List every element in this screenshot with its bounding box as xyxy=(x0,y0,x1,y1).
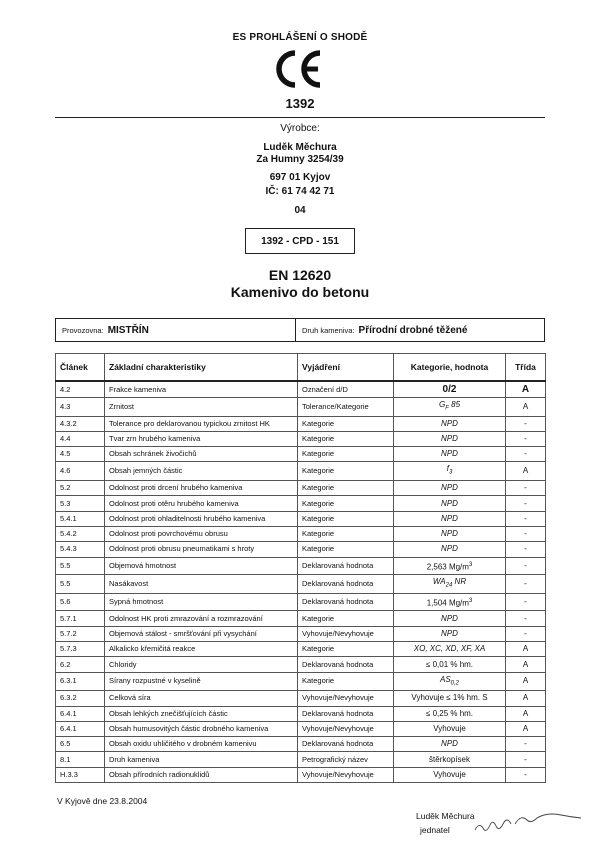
cell-clause: 6.5 xyxy=(56,737,105,752)
cell-clause: 4.6 xyxy=(56,462,105,481)
cell-clause: 6.4.1 xyxy=(56,721,105,736)
table-row xyxy=(56,657,546,672)
cell-class: - xyxy=(506,511,546,526)
cell-value: NPD xyxy=(394,481,506,496)
table-row xyxy=(56,706,546,721)
cell-expression: Petrografický název xyxy=(298,752,394,767)
producer-street: Za Humny 3254/39 xyxy=(256,154,344,165)
handwritten-signature xyxy=(455,810,590,840)
cell-characteristic: Odolnost proti drcení hrubého kameniva xyxy=(105,481,298,496)
cell-clause: 6.4.1 xyxy=(56,706,105,721)
cell-characteristic: Odolnost proti otěru hrubého kameniva xyxy=(105,496,298,511)
cell-value: $WA_{24}$ NR xyxy=(394,575,506,594)
cell-value: Vyhovuje xyxy=(394,721,506,736)
plant-cell xyxy=(56,319,296,341)
cell-value: NPD xyxy=(394,447,506,462)
producer-company-id: IČ: 61 74 42 71 xyxy=(265,186,335,197)
certificate-box: 1392 - CPD - 151 xyxy=(245,228,355,254)
cell-class: - xyxy=(506,431,546,446)
cell-characteristic: Zrnitost xyxy=(105,398,298,417)
cell-clause: 4.3 xyxy=(56,398,105,417)
producer-label: Výrobce: xyxy=(280,123,320,134)
table-row xyxy=(56,575,546,594)
cell-clause: 5.4.3 xyxy=(56,542,105,557)
cell-expression: Kategorie xyxy=(298,481,394,496)
table-row xyxy=(56,462,546,481)
table-row xyxy=(56,737,546,752)
cell-expression: Kategorie xyxy=(298,462,394,481)
cell-class: - xyxy=(506,593,546,611)
cell-clause: 5.5 xyxy=(56,575,105,594)
cell-clause: 5.4.2 xyxy=(56,526,105,541)
cell-class: - xyxy=(506,496,546,511)
cell-characteristic: Sírany rozpustné v kyselině xyxy=(105,672,298,691)
characteristics-table xyxy=(55,353,546,783)
cell-class: A xyxy=(506,398,546,417)
table-row xyxy=(56,752,546,767)
cell-class: - xyxy=(506,416,546,431)
table-row xyxy=(56,511,546,526)
table-row xyxy=(56,481,546,496)
cell-clause: 8.1 xyxy=(56,752,105,767)
cell-class: A xyxy=(506,721,546,736)
cell-expression: Kategorie xyxy=(298,542,394,557)
cell-class: A xyxy=(506,642,546,657)
cell-value: Vyhovuje xyxy=(394,767,506,782)
cell-expression: Vyhovuje/Nevyhovuje xyxy=(298,626,394,641)
cell-expression: Kategorie xyxy=(298,511,394,526)
cell-characteristic: Obsah schránek živočichů xyxy=(105,447,298,462)
cell-characteristic: Frakce kameniva xyxy=(105,381,298,398)
cell-clause: 6.3.2 xyxy=(56,691,105,706)
table-row xyxy=(56,398,546,417)
header-expression: Vyjádření xyxy=(298,354,394,382)
cell-characteristic: Tvar zrn hrubého kameniva xyxy=(105,431,298,446)
cell-class: A xyxy=(506,462,546,481)
cell-value: Vyhovuje ≤ 1% hm. S xyxy=(394,691,506,706)
cell-characteristic: Celková síra xyxy=(105,691,298,706)
cell-clause: 5.7.1 xyxy=(56,611,105,626)
place-date: V Kyjově dne 23.8.2004 xyxy=(57,796,148,806)
plant-label: Provozovna: xyxy=(62,325,104,335)
cell-characteristic: Obsah jemných částic xyxy=(105,462,298,481)
cell-expression: Kategorie xyxy=(298,642,394,657)
table-row xyxy=(56,381,546,398)
cell-expression: Vyhovuje/Nevyhovuje xyxy=(298,691,394,706)
cell-class: - xyxy=(506,557,546,575)
cell-clause: 5.6 xyxy=(56,593,105,611)
aggregate-type-value: Přírodní drobné těžené xyxy=(358,324,468,336)
cell-expression: Kategorie xyxy=(298,672,394,691)
standard-number: EN 12620 xyxy=(268,267,332,283)
producer-postal-city: 697 01 Kyjov xyxy=(269,172,331,183)
header-clause: Článek xyxy=(56,354,105,382)
cell-expression: Kategorie xyxy=(298,611,394,626)
cell-expression: Kategorie xyxy=(298,447,394,462)
cell-value: NPD xyxy=(394,611,506,626)
cell-characteristic: Obsah humusovitých částic drobného kameniva xyxy=(105,721,298,736)
table-row xyxy=(56,416,546,431)
cell-value: XO, XC, XD, XF, XA xyxy=(394,642,506,657)
cell-characteristic: Obsah lehkých znečišťujících částic xyxy=(105,706,298,721)
cell-value: NPD xyxy=(394,737,506,752)
cell-value: $G_F$ 85 xyxy=(394,398,506,417)
table-row xyxy=(56,691,546,706)
cell-class: A xyxy=(506,706,546,721)
table-body xyxy=(56,381,546,783)
plant-value: MISTŘÍN xyxy=(107,324,149,336)
cell-clause: 6.2 xyxy=(56,657,105,672)
cell-expression: Deklarovaná hodnota xyxy=(298,706,394,721)
table-row xyxy=(56,593,546,611)
cell-class: - xyxy=(506,542,546,557)
table-row xyxy=(56,672,546,691)
cell-characteristic: Obsah přírodních radionuklidů xyxy=(105,767,298,782)
year-code: 04 xyxy=(294,205,306,216)
cell-value: NPD xyxy=(394,511,506,526)
table-row xyxy=(56,767,546,782)
cell-class: - xyxy=(506,626,546,641)
header-class: Třída xyxy=(506,354,546,382)
cell-clause: 4.3.2 xyxy=(56,416,105,431)
cell-clause: 5.7.3 xyxy=(56,642,105,657)
ce-mark-logo xyxy=(273,50,325,88)
cell-class: - xyxy=(506,526,546,541)
cell-characteristic: Objemová stálost - smršťování při vysychání xyxy=(105,626,298,641)
cell-clause: 5.3 xyxy=(56,496,105,511)
cell-class: - xyxy=(506,611,546,626)
cell-expression: Označení d/D xyxy=(298,381,394,398)
producer-name: Luděk Měchura xyxy=(263,142,337,153)
product-name: Kamenivo do betonu xyxy=(230,284,370,300)
cell-class: - xyxy=(506,752,546,767)
cell-characteristic: Druh kameniva xyxy=(105,752,298,767)
cell-characteristic: Objemová hmotnost xyxy=(105,557,298,575)
cell-class: - xyxy=(506,767,546,782)
table-row xyxy=(56,721,546,736)
cell-value: NPD xyxy=(394,542,506,557)
cell-value: NPD xyxy=(394,431,506,446)
header-value: Kategorie, hodnota xyxy=(394,354,506,382)
table-header-row xyxy=(56,354,546,382)
cell-clause: 4.4 xyxy=(56,431,105,446)
header-characteristic: Základní charakteristiky xyxy=(105,354,298,382)
cell-expression: Tolerance/Kategorie xyxy=(298,398,394,417)
cell-characteristic: Alkalicko křemičitá reakce xyxy=(105,642,298,657)
declaration-title: ES PROHLÁŠENÍ O SHODĚ xyxy=(232,32,368,43)
cell-value: $f_3$ xyxy=(394,462,506,481)
signatory-role: jednatel xyxy=(420,825,450,835)
cell-clause: H.3.3 xyxy=(56,767,105,782)
cell-expression: Deklarovaná hodnota xyxy=(298,737,394,752)
cell-value: 0/2 xyxy=(394,381,506,398)
certificate-number: 1392 xyxy=(285,96,315,111)
cell-expression: Deklarovaná hodnota xyxy=(298,593,394,611)
cell-characteristic: Chloridy xyxy=(105,657,298,672)
cell-expression: Vyhovuje/Nevyhovuje xyxy=(298,767,394,782)
cell-expression: Kategorie xyxy=(298,416,394,431)
aggregate-type-label: Druh kameniva: xyxy=(302,325,355,335)
cell-clause: 5.4.1 xyxy=(56,511,105,526)
cell-value: NPD xyxy=(394,416,506,431)
cell-clause: 4.2 xyxy=(56,381,105,398)
cell-value: ≤ 0,01 % hm. xyxy=(394,657,506,672)
cell-value: 2,563 $Mg/m^3$ xyxy=(394,557,506,575)
cell-expression: Vyhovuje/Nevyhovuje xyxy=(298,721,394,736)
cell-value: NPD xyxy=(394,496,506,511)
cell-characteristic: Odolnost HK proti zmrazování a rozmrazování xyxy=(105,611,298,626)
table-row xyxy=(56,611,546,626)
cell-class: - xyxy=(506,481,546,496)
cell-class: - xyxy=(506,447,546,462)
cell-characteristic: Nasákavost xyxy=(105,575,298,594)
cell-expression: Kategorie xyxy=(298,431,394,446)
cell-class: A xyxy=(506,672,546,691)
cell-class: A xyxy=(506,691,546,706)
cell-characteristic: Obsah oxidu uhličitého v drobném kamenivu xyxy=(105,737,298,752)
cell-class: - xyxy=(506,575,546,594)
cell-expression: Kategorie xyxy=(298,526,394,541)
table-row xyxy=(56,431,546,446)
cell-class: - xyxy=(506,737,546,752)
cell-class: A xyxy=(506,381,546,398)
site-info-box xyxy=(55,318,545,342)
aggregate-type-cell xyxy=(296,319,467,341)
cell-value: NPD xyxy=(394,626,506,641)
cell-clause: 5.5 xyxy=(56,557,105,575)
table-row xyxy=(56,642,546,657)
cell-clause: 5.2 xyxy=(56,481,105,496)
cell-characteristic: Odolnost proti ohladitelnosti hrubého kameniva xyxy=(105,511,298,526)
cell-class: A xyxy=(506,657,546,672)
cell-expression: Deklarovaná hodnota xyxy=(298,575,394,594)
cell-characteristic: Odolnost proti obrusu pneumatikami s hroty xyxy=(105,542,298,557)
table-row xyxy=(56,526,546,541)
cell-value: štěrkopísek xyxy=(394,752,506,767)
cell-expression: Deklarovaná hodnota xyxy=(298,657,394,672)
cell-expression: Deklarovaná hodnota xyxy=(298,557,394,575)
table-row xyxy=(56,557,546,575)
cell-clause: 4.5 xyxy=(56,447,105,462)
table-row xyxy=(56,496,546,511)
cell-expression: Kategorie xyxy=(298,496,394,511)
cell-value: ≤ 0,25 % hm. xyxy=(394,706,506,721)
cell-characteristic: Odolnost proti povrchovému obrusu xyxy=(105,526,298,541)
signatory-name: Luděk Měchura xyxy=(416,811,475,821)
header-divider xyxy=(55,117,545,118)
cell-characteristic: Tolerance pro deklarovanou typickou zrnitost HK xyxy=(105,416,298,431)
table-row xyxy=(56,447,546,462)
table-row xyxy=(56,626,546,641)
cell-clause: 5.7.2 xyxy=(56,626,105,641)
cell-value: $AS_{0,2}$ xyxy=(394,672,506,691)
cell-characteristic: Sypná hmotnost xyxy=(105,593,298,611)
cell-value: 1,504 $Mg/m^3$ xyxy=(394,593,506,611)
table-row xyxy=(56,542,546,557)
cell-value: NPD xyxy=(394,526,506,541)
cell-clause: 6.3.1 xyxy=(56,672,105,691)
